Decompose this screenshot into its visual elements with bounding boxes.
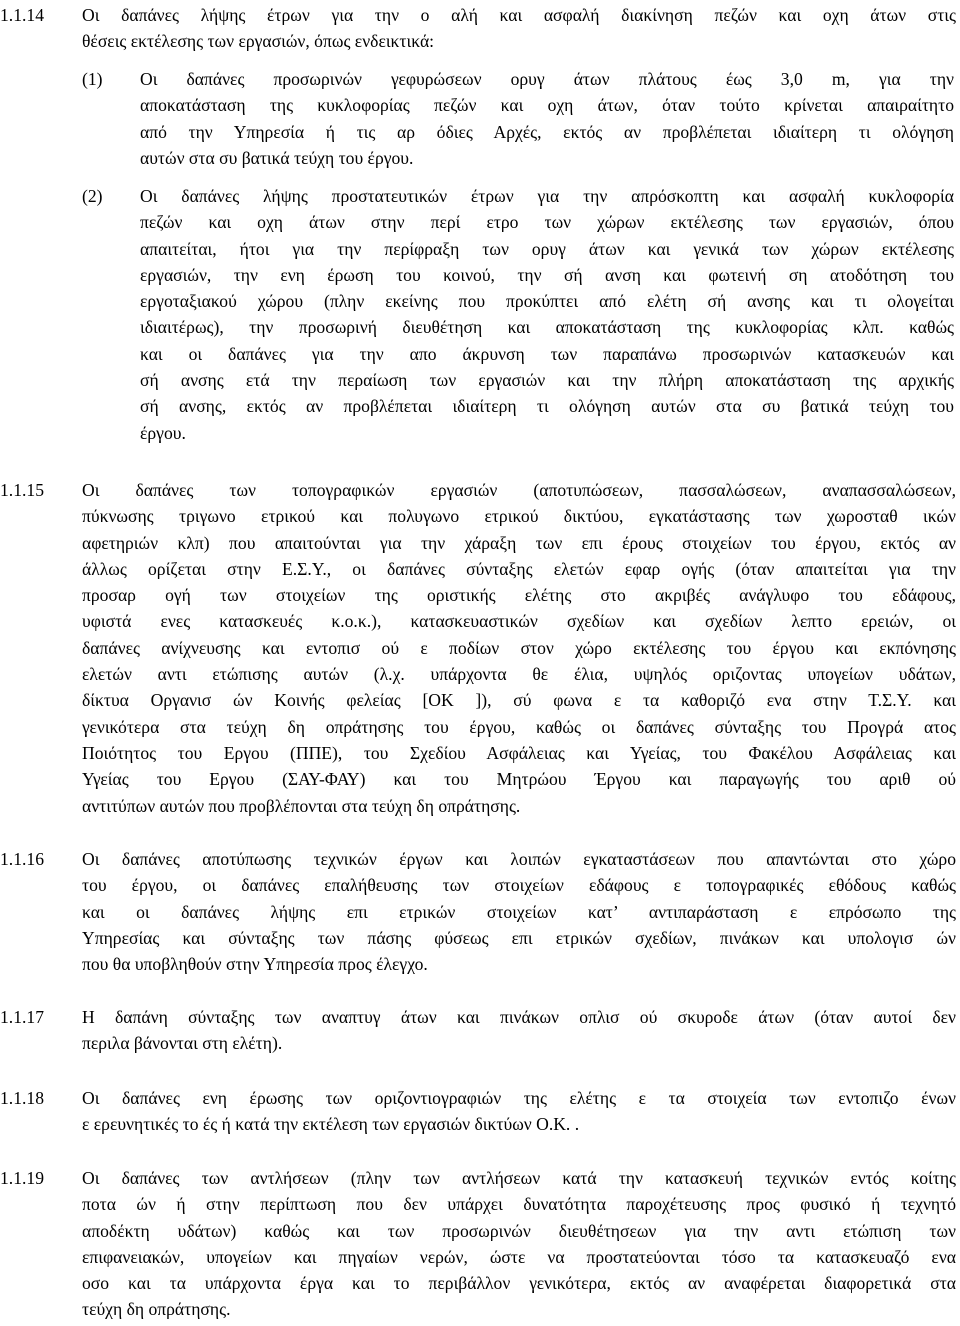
text-line: επιφανειακών, υπογείων και πηγαίων νερών, ώστε να προστατεύονται τόσο τα κατασκευαζό ενα xyxy=(82,1246,956,1267)
clause-number: 1.1.17 xyxy=(0,1007,44,1027)
text-line: υφιστά ενες κατασκευές κ.ο.κ.), κατασκευαστικών σχεδίων και σχεδίων λεπτο ερειών, οι xyxy=(82,611,956,632)
text-line: αποδέκτη υδάτων) καθώς και των προσωρινών διευθέτησεων για την αντι ετώπιση των xyxy=(82,1220,956,1241)
text-line: από την Υπηρεσία ή τις αρ όδιες Αρχές, εκτός αν προβλέπεται ιδιαίτερη τι ολόγηση xyxy=(140,121,954,142)
text-line: του έργου, οι δαπάνες επαλήθευσης των στοιχείων εδάφους ε τοπογραφικές εθόδους καθώς xyxy=(82,875,956,896)
text-line: τεύχη δη οπράτησης. xyxy=(82,1299,231,1320)
text-line: Οι δαπάνες των τοπογραφικών εργασιών (αποτυπώσεων, πασσαλώσεων, αναπασσαλώσεων, xyxy=(82,480,956,500)
clause-text xyxy=(82,1165,956,1323)
text-line: Ποιότητος του Εργου (ΠΠΕ), του Σχεδίου Ασφάλειας και Υγείας, του Φακέλου Ασφάλειας και xyxy=(82,742,956,763)
clause-number: 1.1.19 xyxy=(0,1168,44,1188)
text-line: δαπάνες ανίχνευσης και εντοπισ ού ε ποδίων στον χώρο εκτέλεσης του έργου και εκπόνησης xyxy=(82,637,956,658)
text-line: Υγείας του Εργου (ΣΑΥ-ΦΑΥ) και του Μητρώου Έργου και παραγωγής του αριθ ού xyxy=(82,769,956,790)
text-line: αφετηριών κλπ) που απαιτούνται για την χάραξη των επι έρους στοιχείων του έργου, εκτός αν xyxy=(82,532,956,553)
text-line: Η δαπάνη σύνταξης των αναπτυγ άτων και πινάκων οπλισ ού σκυροδε άτων (όταν αυτοί δεν xyxy=(82,1007,956,1027)
text-line: πύκνωσης τριγωνο ετρικού και πολυγωνο ετρικού δικτύου, εγκατάστασης των χωροσταθ ικών xyxy=(82,506,956,527)
sub-item-text xyxy=(140,66,954,171)
text-line: άλλως ορίζεται στην Ε.Σ.Υ., οι δαπάνες σύνταξης ελετών εφαρ ογής (όταν απαιτείται για την xyxy=(82,558,956,579)
text-line: εργοταξιακού χώρου (πλην εκείνης που προκύπτει από ελέτη σή ανσης και τι ολογείται xyxy=(140,291,954,312)
text-line: οσο και τα υπάρχοντα έργα και το περιβάλλον γενικότερα, εκτός αν αναφέρεται διαφορετικά στα xyxy=(82,1273,956,1294)
text-line: θέσεις εκτέλεσης των εργασιών, όπως ενδεικτικά: xyxy=(82,31,435,52)
text-line: Υπηρεσίας και σύνταξης των πάσης φύσεως επι ετρικών σχεδίων, πινάκων και υπολογισ ών xyxy=(82,927,956,948)
sub-item-number: (1) xyxy=(82,69,103,89)
text-line: σή ανσης ετά την περαίωση των εργασιών και την πλήρη αποκατάσταση της αρχικής xyxy=(140,370,954,391)
text-line: αποκατάσταση της κυκλοφορίας πεζών και οχη άτων, όταν τούτο κρίνεται απαιραίτητο xyxy=(140,95,954,116)
text-line: αντιτύπων αυτών που προβλέπονται στα τεύχη δη οπράτησης. xyxy=(82,795,521,816)
text-line: έργου. xyxy=(140,422,186,443)
text-line: ε ερευνητικές το ές ή κατά την εκτέλεση των εργασιών δικτύων Ο.Κ. . xyxy=(82,1114,580,1135)
text-line: σή ανσης, εκτός αν προβλέπεται ιδιαίτερη τι ολόγηση αυτών στα συ βατικά τεύχη του xyxy=(140,396,954,417)
text-line: Οι δαπάνες των αντλήσεων (πλην των αντλήσεων κατά την κατασκευή τεχνικών εντός κοίτης xyxy=(82,1168,956,1188)
clause-number: 1.1.15 xyxy=(0,480,44,500)
clause-text xyxy=(82,1085,956,1138)
clause-text xyxy=(82,2,956,55)
text-line: Οι δαπάνες προσωρινών γεφυρώσεων ορυγ άτων πλάτους έως 3,0 m, για την xyxy=(140,69,954,89)
text-line: γενικότερα στα τεύχη δη οπράτησης του έργου, καθώς οι δαπάνες σύνταξης του Προγρά ατος xyxy=(82,716,956,737)
text-line: Οι δαπάνες λήψης έτρων για την ο αλή και ασφαλή διακίνηση πεζών και οχη άτων στις xyxy=(82,5,956,25)
text-line: ιδιαιτέρως), την προσωρινή διευθέτηση και αποκατάσταση της κυκλοφορίας κλπ. καθώς xyxy=(140,317,954,338)
text-line: πεζών και οχη άτων στην περί ετρο των χώρων εκτέλεσης των εργασιών, όπου xyxy=(140,212,954,233)
text-line: περιλα βάνονται στη ελέτη). xyxy=(82,1033,283,1054)
clause-text xyxy=(82,477,956,819)
text-line: που θα υποβληθούν στην Υπηρεσία προς έλεγχο. xyxy=(82,954,428,975)
text-line: ποτα ών ή στην περίπτωση που δεν υπάρχει δυνατότητα παροχέτευσης προς φυσικό ή τεχνητό xyxy=(82,1194,956,1215)
clause-number: 1.1.14 xyxy=(0,5,44,25)
clause-text xyxy=(82,1004,956,1057)
clause-number: 1.1.18 xyxy=(0,1088,44,1108)
text-line: δίκτυα Οργανισ ών Κοινής φελείας [ΟΚ ]), σύ φωνα ε τα καθοριζό ενα στην Τ.Σ.Υ. και xyxy=(82,690,956,711)
text-line: απαιτείται, ήτοι για την περίφραξη των ορυγ άτων και γενικά των χώρων εκτέλεσης xyxy=(140,238,954,259)
text-line: προσαρ ογή των στοιχείων της οριστικής ελέτης στο ακριβές ανάγλυφο του εδάφους, xyxy=(82,585,956,606)
text-line: και οι δαπάνες για την απο άκρυνση των παραπάνω προσωρινών κατασκευών και xyxy=(140,343,954,364)
clause-number: 1.1.16 xyxy=(0,849,44,869)
sub-item-number: (2) xyxy=(82,186,103,206)
text-line: Οι δαπάνες ενη έρωσης των οριζοντιογραφιών της ελέτης ε τα στοιχεία των εντοπιζο ένων xyxy=(82,1088,956,1108)
text-line: Οι δαπάνες αποτύπωσης τεχνικών έργων και λοιπών εγκαταστάσεων που απαντώνται στο χώρο xyxy=(82,849,956,869)
text-line: αυτών στα συ βατικά τεύχη του έργου. xyxy=(140,147,414,168)
text-line: Οι δαπάνες λήψης προστατευτικών έτρων για την απρόσκοπτη και ασφαλή κυκλοφορία xyxy=(140,186,954,206)
clause-text xyxy=(82,846,956,977)
text-line: ελετών αντι ετώπισης αυτών (λ.χ. υπάρχοντα θε έλια, υψηλός οριζοντας υπογείων υδάτων, xyxy=(82,664,956,685)
text-line: και οι δαπάνες λήψης επι ετρικών στοιχείων κατ’ αντιπαράσταση ε επρόσωπο της xyxy=(82,901,956,922)
text-line: εργασιών, την ενη έρωση του κοινού, την σή ανση και φωτεινή ση ατοδότηση του xyxy=(140,264,954,285)
sub-item-text xyxy=(140,183,954,446)
